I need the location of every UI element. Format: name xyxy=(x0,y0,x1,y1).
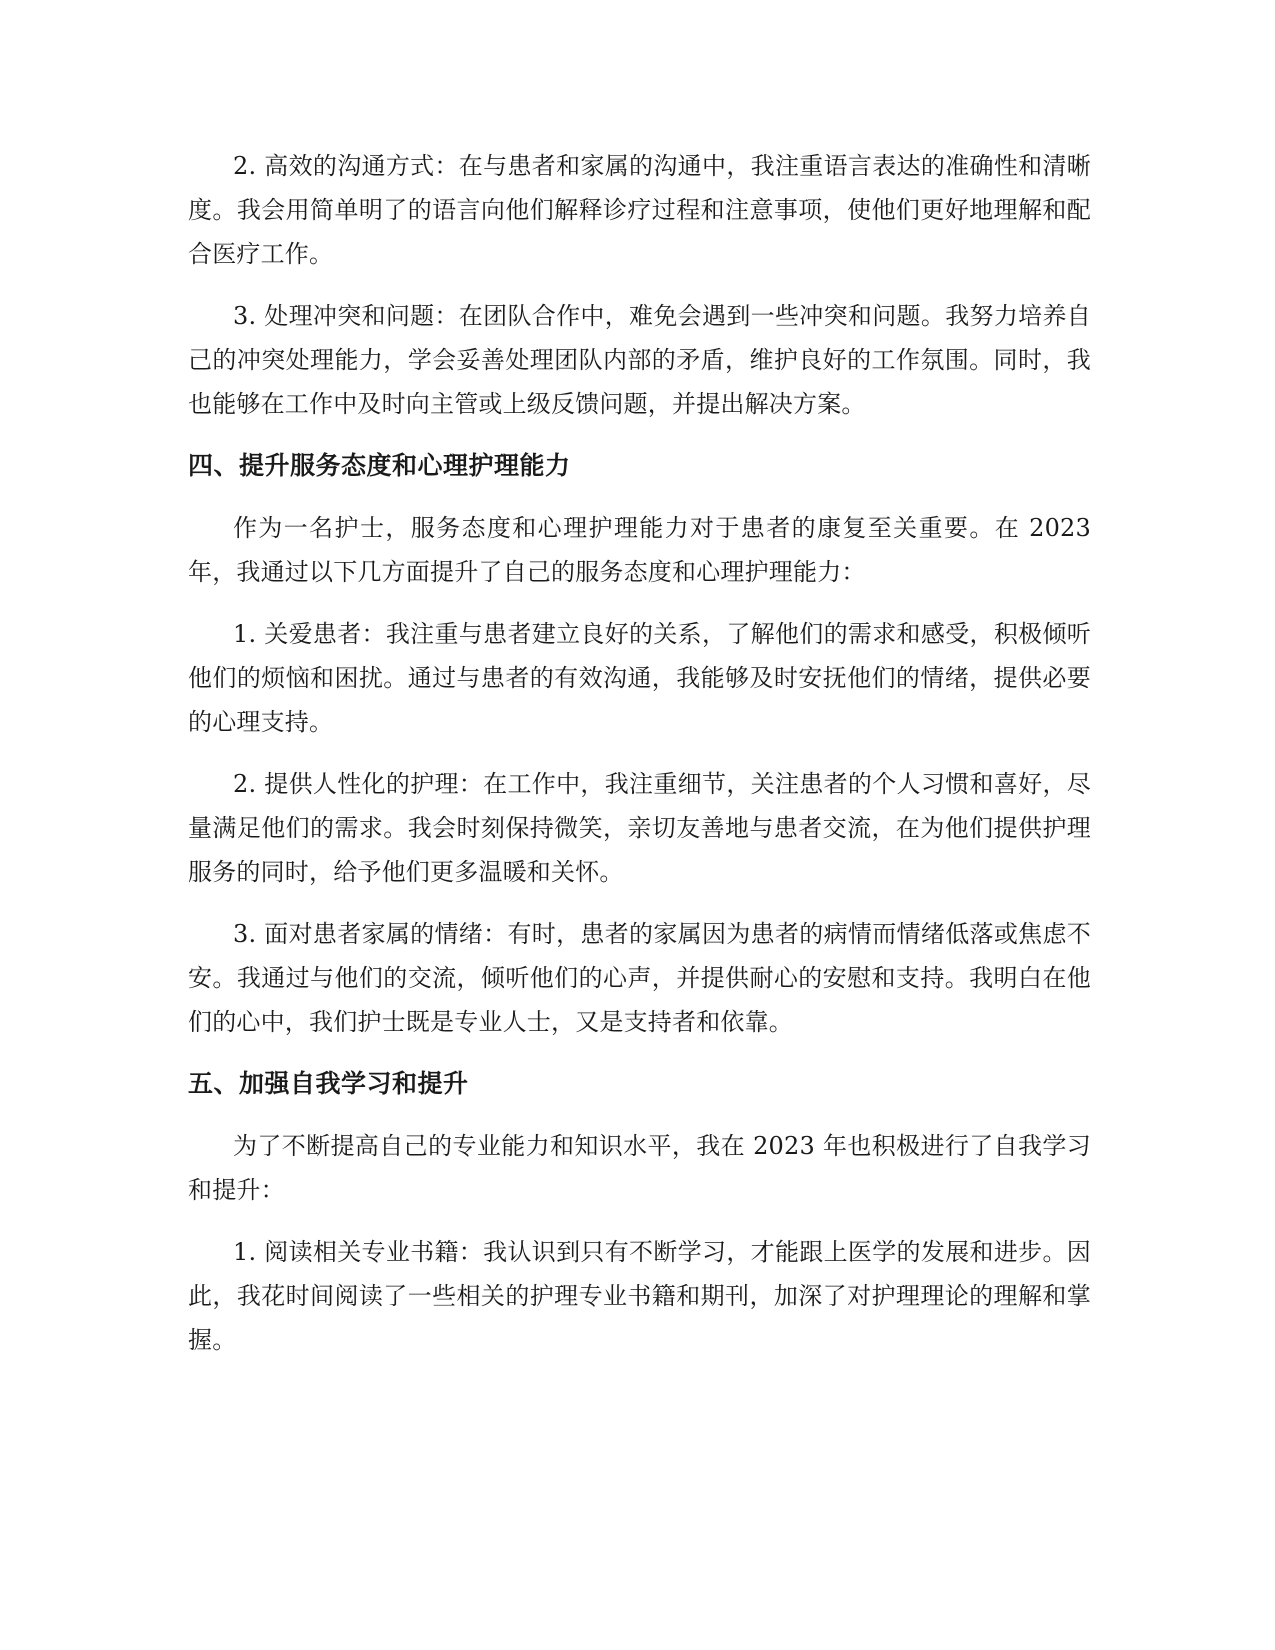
paragraph-care-patients: 1. 关爱患者：我注重与患者建立良好的关系，了解他们的需求和感受，积极倾听他们的烦恼和困扰。通过与患者的有效沟通，我能够及时安抚他们的情绪，提供必要的心理支持。 xyxy=(188,620,1091,736)
section-heading-4: 四、提升服务态度和心理护理能力 xyxy=(188,451,571,480)
paragraph-learning-intro: 为了不断提高自己的专业能力和知识水平，我在 2023 年也积极进行了自我学习和提升： xyxy=(188,1132,1091,1204)
paragraph-communication: 2. 高效的沟通方式：在与患者和家属的沟通中，我注重语言表达的准确性和清晰度。我会用简单明了的语言向他们解释诊疗过程和注意事项，使他们更好地理解和配合医疗工作。 xyxy=(188,152,1091,268)
paragraph-personalized-care: 2. 提供人性化的护理：在工作中，我注重细节，关注患者的个人习惯和喜好，尽量满足他们的需求。我会时刻保持微笑，亲切友善地与患者交流，在为他们提供护理服务的同时，给予他们更多温暖和关怀。 xyxy=(188,770,1091,886)
paragraph-service-intro: 作为一名护士，服务态度和心理护理能力对于患者的康复至关重要。在 2023 年，我通过以下几方面提升了自己的服务态度和心理护理能力： xyxy=(188,514,1091,586)
document-body xyxy=(188,144,1091,1380)
paragraph-family-emotions: 3. 面对患者家属的情绪：有时，患者的家属因为患者的病情而情绪低落或焦虑不安。我通过与他们的交流，倾听他们的心声，并提供耐心的安慰和支持。我明白在他们的心中，我们护士既是专业人士，又是支持者和依靠。 xyxy=(188,920,1091,1036)
paragraph-reading-books: 1. 阅读相关专业书籍：我认识到只有不断学习，才能跟上医学的发展和进步。因此，我花时间阅读了一些相关的护理专业书籍和期刊，加深了对护理理论的理解和掌握。 xyxy=(188,1238,1091,1354)
section-heading-5: 五、加强自我学习和提升 xyxy=(188,1069,469,1098)
paragraph-conflict: 3. 处理冲突和问题：在团队合作中，难免会遇到一些冲突和问题。我努力培养自己的冲突处理能力，学会妥善处理团队内部的矛盾，维护良好的工作氛围。同时，我也能够在工作中及时向主管或上级反馈问题，并提出解决方案。 xyxy=(188,302,1091,418)
